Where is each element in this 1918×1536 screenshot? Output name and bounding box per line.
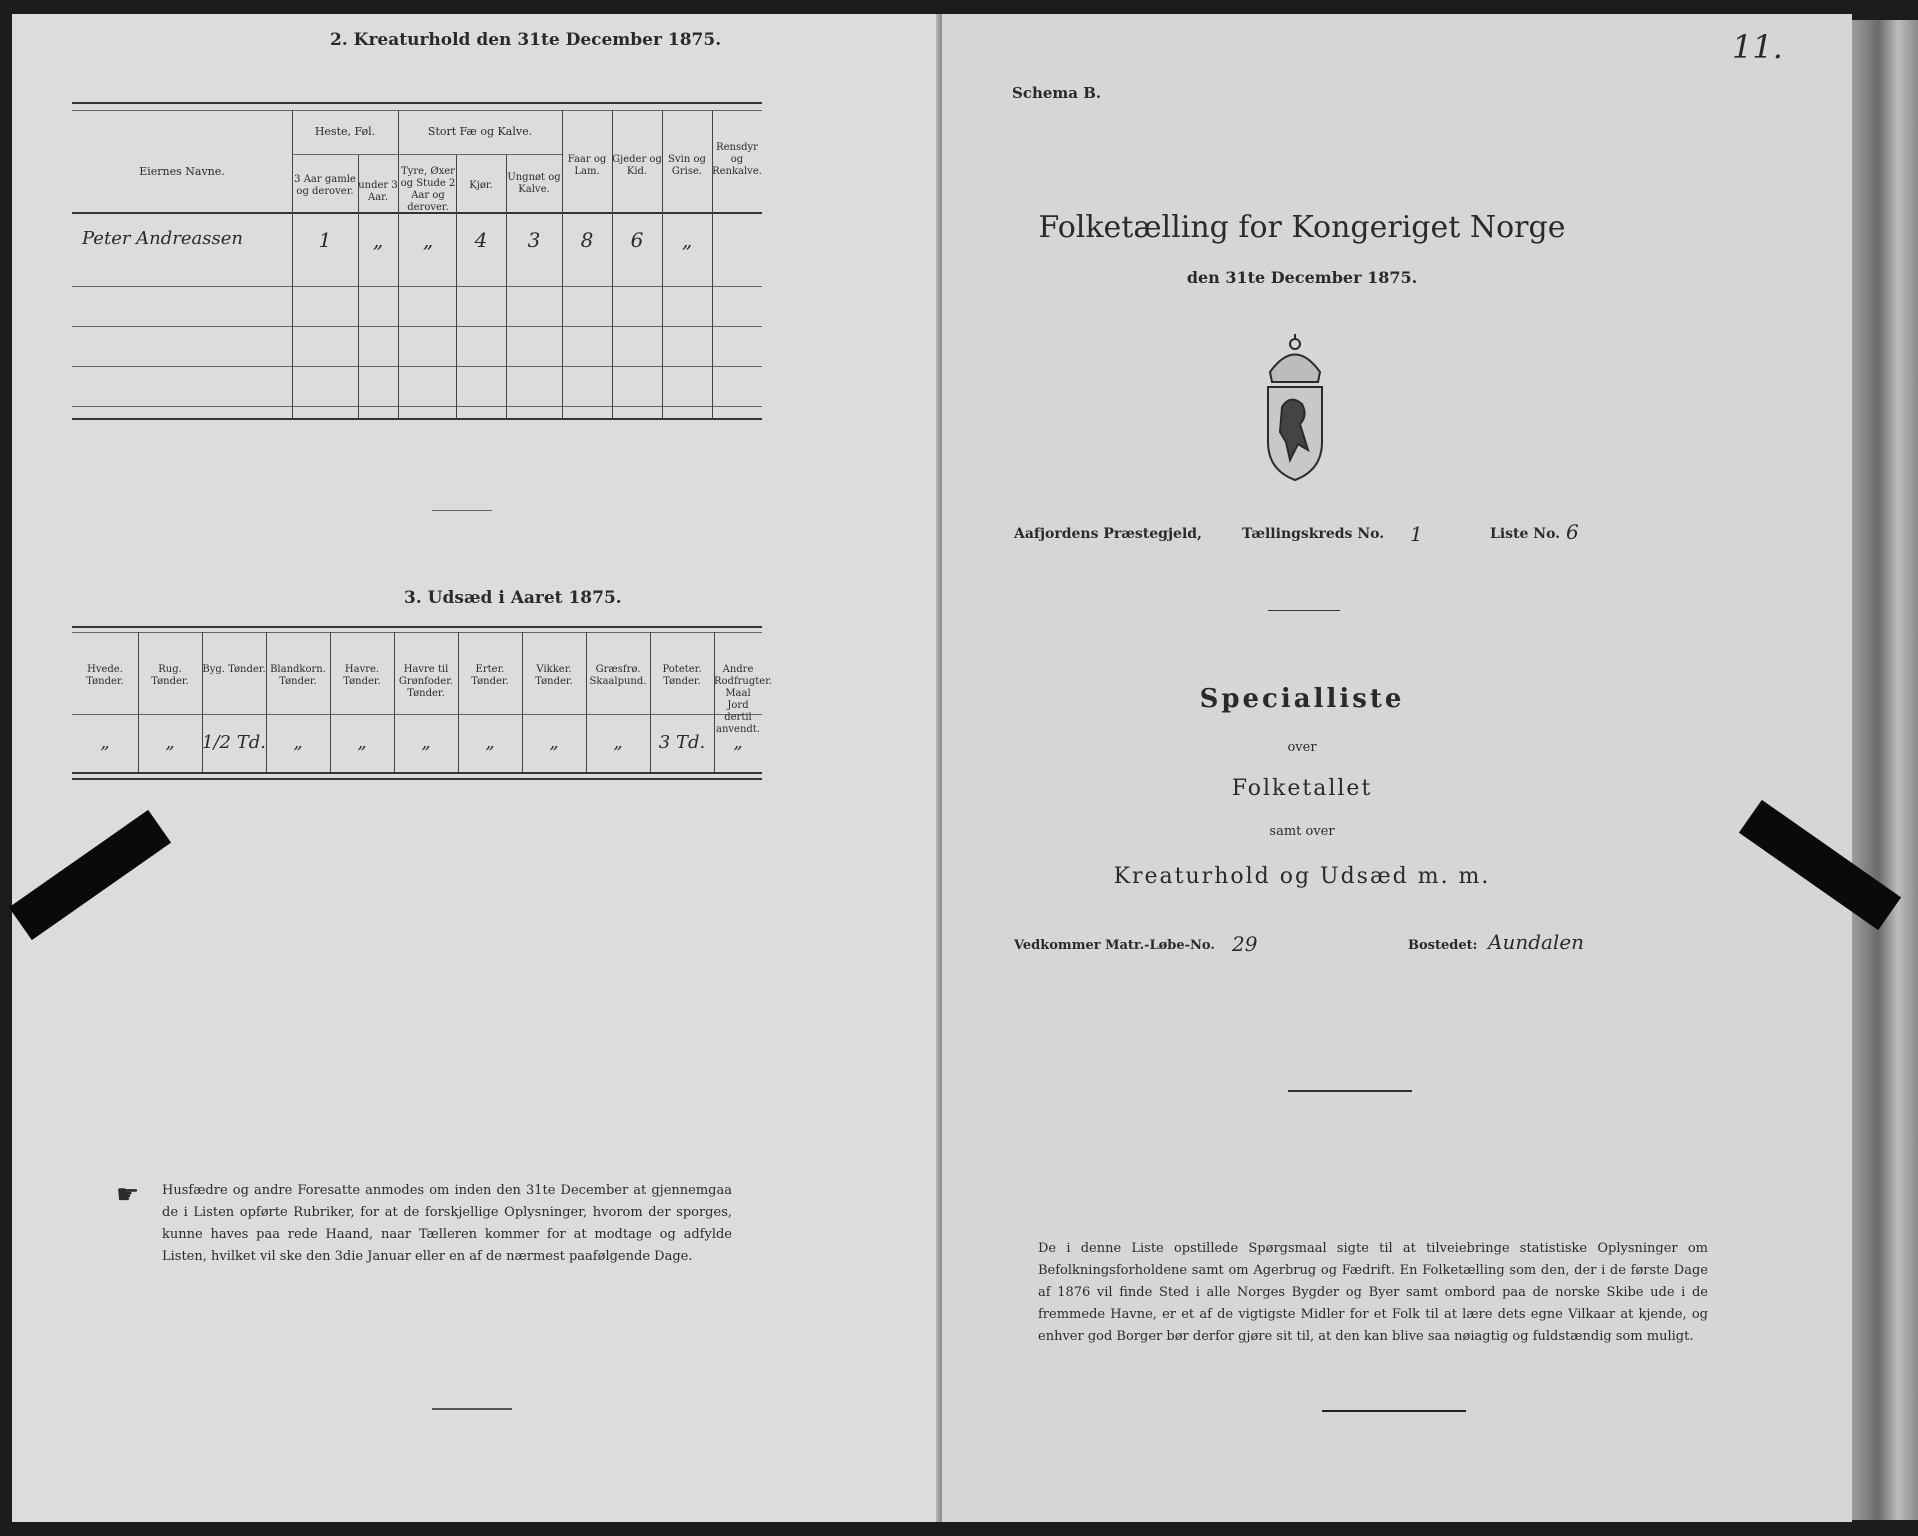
table3-cell: „ <box>733 732 743 753</box>
intro-paragraph: De i denne Liste opstillede Spørgsmaal sigte til at tilveiebringe statistiske Oplysninger om Befolkningsforholdene samt om Agerbrug og Fædrift. En Folketælling som den, der i de første Dage af 1876 vil finde Sted i alle Norges Bygder og Byer samt ombord paa de norske Skibe ude i de fremmede Havne, er et af de vigtigste Midler for et Folk til at lære dets egne Vilkaar at kjende, og enhver god Borger bør derfor gjøre sit til, at den kan blive saa nøiagtig og fuldstændig som muligt. <box>1038 1241 1708 1344</box>
header-cattle-group: Stort Fæ og Kalve. <box>427 125 533 138</box>
over-text: over <box>1287 740 1317 755</box>
table3-bottom-rule-2 <box>72 778 762 780</box>
separator-rule <box>432 510 492 511</box>
table3-top-rule <box>72 626 762 628</box>
table2-top-rule <box>72 102 762 104</box>
special-title: Specialliste <box>1199 684 1405 714</box>
table3-header: Erter. Tønder. <box>471 664 509 687</box>
table2-top-rule-2 <box>72 110 762 111</box>
table3-header: Byg. Tønder. <box>202 664 266 675</box>
main-subtitle: den 31te December 1875. <box>1186 268 1418 287</box>
pointing-hand-icon: ☛ <box>116 1180 140 1210</box>
table3-cell: „ <box>613 732 623 753</box>
header-cattle-bulls: Tyre, Øxer og Stude 2 Aar og derover. <box>400 166 456 213</box>
district-value: 1 <box>1410 522 1423 546</box>
table3-header: Andre Rodfrugter. Maal Jord dertil anvendt. <box>714 664 773 735</box>
parish-label: Aafjordens Præstegjeld, <box>1014 526 1202 542</box>
header-owner: Eiernes Navne. <box>139 165 225 178</box>
table3-cell: „ <box>165 732 175 753</box>
matr-value: 29 <box>1232 932 1258 956</box>
left-page <box>12 14 942 1522</box>
table2-row-rule <box>72 366 762 367</box>
table3-header: Blandkorn. Tønder. <box>270 664 326 687</box>
cell-horses-young: „ <box>372 228 384 252</box>
cell-owner: Peter Andreassen <box>82 228 243 249</box>
list-label: Liste No. <box>1490 526 1561 542</box>
district-label: Tællingskreds No. <box>1242 526 1385 542</box>
header-goats: Gjeder og Kid. <box>612 154 662 177</box>
header-sheep: Faar og Lam. <box>567 154 607 177</box>
page-edge <box>1852 20 1918 1520</box>
section3-title: 3. Udsæd i Aaret 1875. <box>404 588 622 608</box>
table2-col-line <box>456 154 457 418</box>
header-reindeer: Rensdyr og Renkalve. <box>712 142 762 177</box>
header-horses-group: Heste, Føl. <box>314 125 376 138</box>
bottom-rule <box>1322 1410 1466 1412</box>
bottom-rule <box>432 1408 512 1410</box>
table3-cell: „ <box>485 732 495 753</box>
table2-row-rule <box>72 326 762 327</box>
cell-sheep: 8 <box>580 228 594 252</box>
table3-cell: „ <box>357 732 367 753</box>
table3-header: Græsfrø. Skaalpund. <box>589 664 647 687</box>
table2-col-line <box>398 110 399 418</box>
table3-cell: 1/2 Td. <box>202 732 266 753</box>
schema-label: Schema B. <box>1012 84 1102 102</box>
cell-goats: 6 <box>630 228 644 252</box>
header-horses-young: under 3 Aar. <box>358 180 398 203</box>
table2-bottom-rule <box>72 418 762 420</box>
table3-header: Hvede. Tønder. <box>86 664 124 687</box>
table2-col-line <box>292 110 293 418</box>
table3-header: Poteter. Tønder. <box>662 664 702 687</box>
table2-subheader-rule <box>292 154 562 155</box>
table3-header-rule <box>72 714 762 715</box>
bosted-value: Aundalen <box>1488 930 1585 954</box>
matr-label: Vedkommer Matr.-Løbe-No. <box>1014 938 1215 953</box>
samt-over-text: samt over <box>1269 824 1335 839</box>
table3-cell: 3 Td. <box>658 732 706 753</box>
table3-header: Vikker. Tønder. <box>535 664 573 687</box>
header-cattle-young: Ungnøt og Kalve. <box>507 172 561 195</box>
table3-header: Rug. Tønder. <box>151 664 189 687</box>
header-pigs: Svin og Grise. <box>668 154 706 177</box>
table2-row-rule <box>72 286 762 287</box>
header-horses-old: 3 Aar gamle og derover. <box>294 174 356 197</box>
table3-cell: „ <box>293 732 303 753</box>
folketallet-text: Folketallet <box>1231 776 1373 801</box>
table3-header: Havre til Grønfoder. Tønder. <box>398 664 454 699</box>
table3-cell: „ <box>549 732 559 753</box>
cell-pigs: „ <box>681 228 693 252</box>
list-value: 6 <box>1566 520 1579 544</box>
cell-cattle-young: 3 <box>527 228 541 252</box>
right-page <box>942 14 1852 1522</box>
table3-cell: „ <box>421 732 431 753</box>
table3-header: Havre. Tønder. <box>343 664 381 687</box>
rule <box>1288 1090 1412 1092</box>
cell-horses-old: 1 <box>318 228 332 252</box>
page-number: 11. <box>1732 28 1783 66</box>
table3-cell: „ <box>100 732 110 753</box>
norway-coat-of-arms-icon <box>1250 332 1340 482</box>
main-title: Folketælling for Kongeriget Norge <box>1038 210 1566 245</box>
bosted-label: Bostedet: <box>1408 938 1478 953</box>
cell-cattle-bulls: „ <box>422 228 434 252</box>
section2-title: 2. Kreaturhold den 31te December 1875. <box>330 30 722 50</box>
header-cattle-cows: Kjør. <box>469 180 493 191</box>
notice-text: Husfædre og andre Foresatte anmodes om inden den 31te December at gjennemgaa de i Listen opførte Rubriker, for at de forskjellige Oplysninger, hvorom der sporges, kunne haves paa rede Haand, naar Tælleren kommer for at modtage og adfylde Listen, hvilket vil ske den 3die Januar eller en af de nærmest paafølgende Dage. <box>162 1183 732 1264</box>
table3-bottom-rule <box>72 772 762 774</box>
kreaturhold-text: Kreaturhold og Udsæd m. m. <box>1113 864 1491 889</box>
cell-cattle-cows: 4 <box>474 228 488 252</box>
table2-row-rule <box>72 406 762 407</box>
table3-top-rule-2 <box>72 632 762 633</box>
rule <box>1268 610 1340 611</box>
